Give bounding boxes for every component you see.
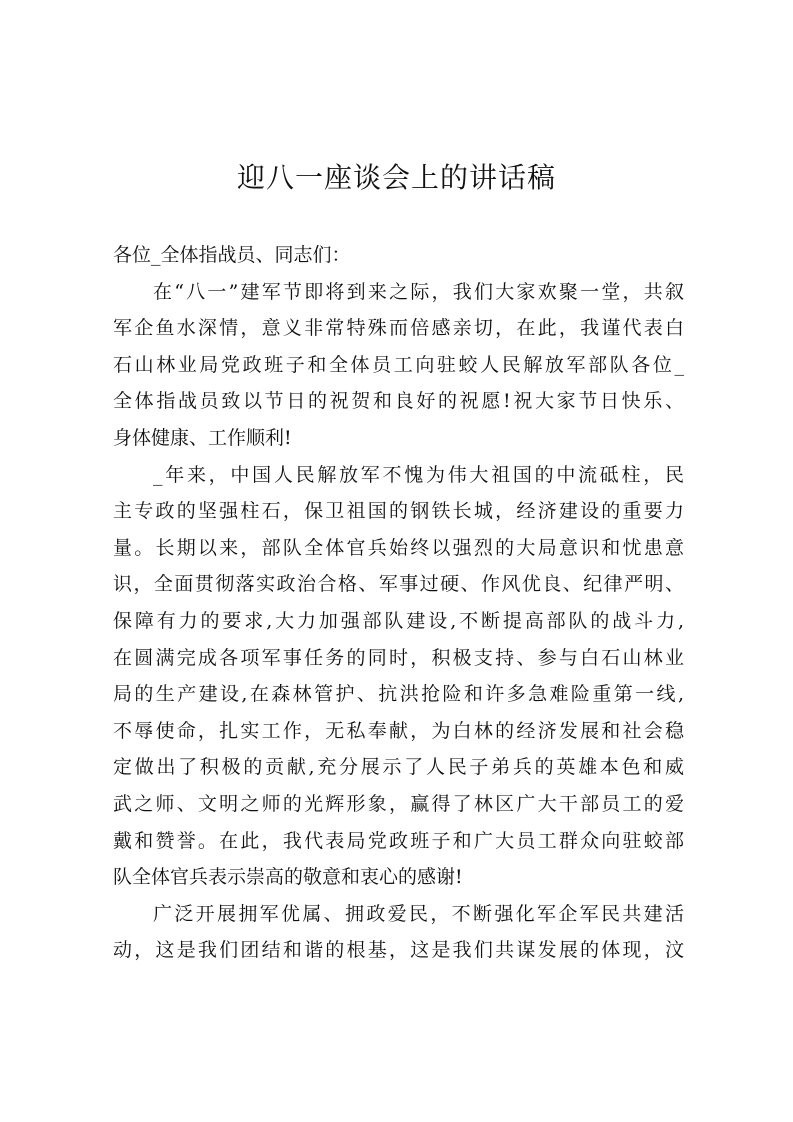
paragraph-line: 身体健康、工作顺利!: [113, 426, 292, 449]
salutation: 各位_全体指战员、同志们：: [113, 244, 351, 266]
paragraph-line: 主专政的坚强柱石，保卫祖国的钢铁长城，经济建设的重要力: [113, 500, 684, 523]
paragraph-line: 保障有力的要求,大力加强部队建设,不断提高部队的战斗力,: [113, 609, 684, 632]
paragraph-line: _年来，中国人民解放军不愧为伟大祖国的中流砥柱，民: [153, 463, 684, 486]
paragraph-line: 广泛开展拥军优属、拥政爱民，不断强化军企军民共建活: [153, 902, 684, 925]
paragraph-line: 识，全面贯彻落实政治合格、军事过硬、作风优良、纪律严明、: [113, 573, 684, 596]
paragraph-line: 军企鱼水深情，意义非常特殊而倍感亲切，在此，我谨代表白: [113, 317, 684, 340]
paragraph-line: 定做出了积极的贡献,充分展示了人民子弟兵的英雄本色和威: [113, 756, 684, 779]
paragraph-line: 在圆满完成各项军事任务的同时，积极支持、参与白石山林业: [113, 646, 684, 669]
paragraph-line: 戴和赞誉。在此，我代表局党政班子和广大员工群众向驻蛟部: [113, 829, 684, 852]
paragraph-line: 全体指战员致以节日的祝贺和良好的祝愿!祝大家节日快乐、: [113, 390, 684, 413]
paragraph-line: 石山林业局党政班子和全体员工向驻蛟人民解放军部队各位_: [113, 353, 684, 376]
paragraph-line: 不辱使命，扎实工作，无私奉献，为白林的经济发展和社会稳: [113, 719, 684, 742]
document-title: 迎八一座谈会上的讲话稿: [236, 161, 556, 194]
paragraph-line: 局的生产建设,在森林管护、抗洪抢险和许多急难险重第一线,: [113, 683, 684, 706]
paragraph-line: 队全体官兵表示崇高的敬意和衷心的感谢!: [113, 866, 463, 889]
paragraph-line: 在“八一”建军节即将到来之际，我们大家欢聚一堂，共叙: [153, 280, 684, 303]
paragraph-line: 动，这是我们团结和谐的根基，这是我们共谋发展的体现，汶: [113, 939, 684, 962]
paragraph-line: 量。长期以来，部队全体官兵始终以强烈的大局意识和忧患意: [113, 536, 684, 559]
paragraph-line: 武之师、文明之师的光辉形象，赢得了林区广大干部员工的爱: [113, 792, 684, 815]
document-body: [113, 237, 684, 969]
